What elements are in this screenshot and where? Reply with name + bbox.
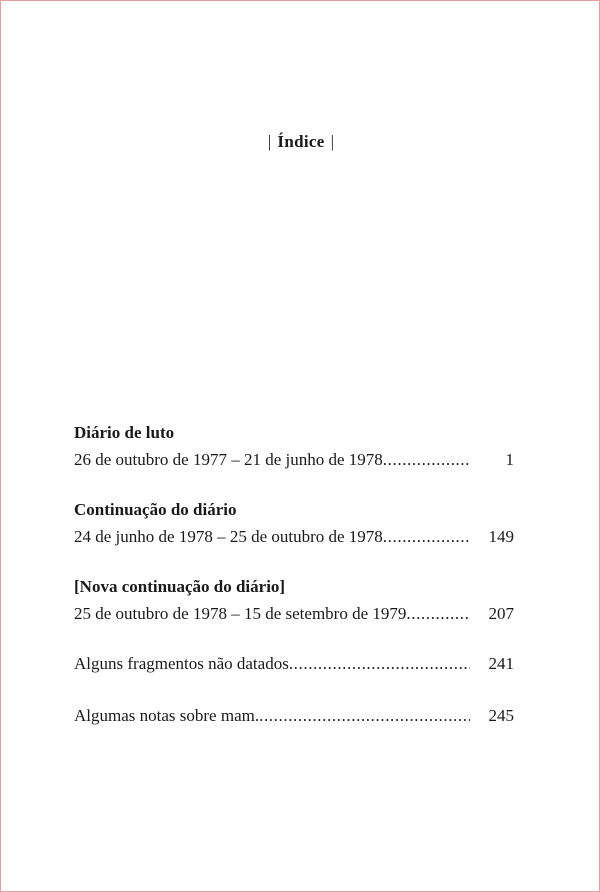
dot-leader <box>383 446 470 473</box>
dot-leader <box>406 600 470 627</box>
toc-page-number: 1 <box>505 450 514 469</box>
toc-entry-line <box>74 446 514 473</box>
table-of-contents <box>74 419 514 729</box>
dot-leader <box>383 523 470 550</box>
toc-entry-notas <box>74 702 514 729</box>
heading-right-bar: | <box>330 132 335 151</box>
spacer <box>74 627 514 650</box>
toc-entry-title: [Nova continuação do diário] <box>74 577 286 596</box>
page-title: Índice <box>277 132 325 151</box>
toc-page-number: 207 <box>488 604 514 623</box>
spacer <box>74 550 514 573</box>
dot-leader <box>259 702 470 729</box>
toc-entry-diario-de-luto <box>74 419 514 473</box>
toc-entry-nova-continuacao <box>74 573 514 627</box>
heading-left-bar: | <box>267 132 272 151</box>
toc-entry-range: Alguns fragmentos não datados <box>74 654 289 673</box>
toc-entry-line <box>74 600 514 627</box>
toc-entry-range: Algumas notas sobre mam. <box>74 706 260 725</box>
toc-entry-continuacao <box>74 496 514 550</box>
toc-page-number: 245 <box>488 706 514 725</box>
toc-entry-range: 26 de outubro de 1977 – 21 de junho de 1978 <box>74 450 383 469</box>
toc-entry-fragmentos <box>74 650 514 677</box>
dot-leader <box>289 650 470 677</box>
toc-entry-line <box>74 650 514 677</box>
toc-entry-range: 24 de junho de 1978 – 25 de outubro de 1978 <box>74 527 383 546</box>
toc-entry-line <box>74 702 514 729</box>
page-heading <box>1 132 600 152</box>
toc-entry-line <box>74 523 514 550</box>
spacer <box>74 473 514 496</box>
spacer <box>74 677 514 702</box>
toc-page-number: 241 <box>488 654 514 673</box>
toc-entry-title: Diário de luto <box>74 423 175 442</box>
toc-page-number: 149 <box>488 527 514 546</box>
toc-entry-range: 25 de outubro de 1978 – 15 de setembro de 1979 <box>74 604 407 623</box>
toc-entry-title: Continuação do diário <box>74 500 237 519</box>
